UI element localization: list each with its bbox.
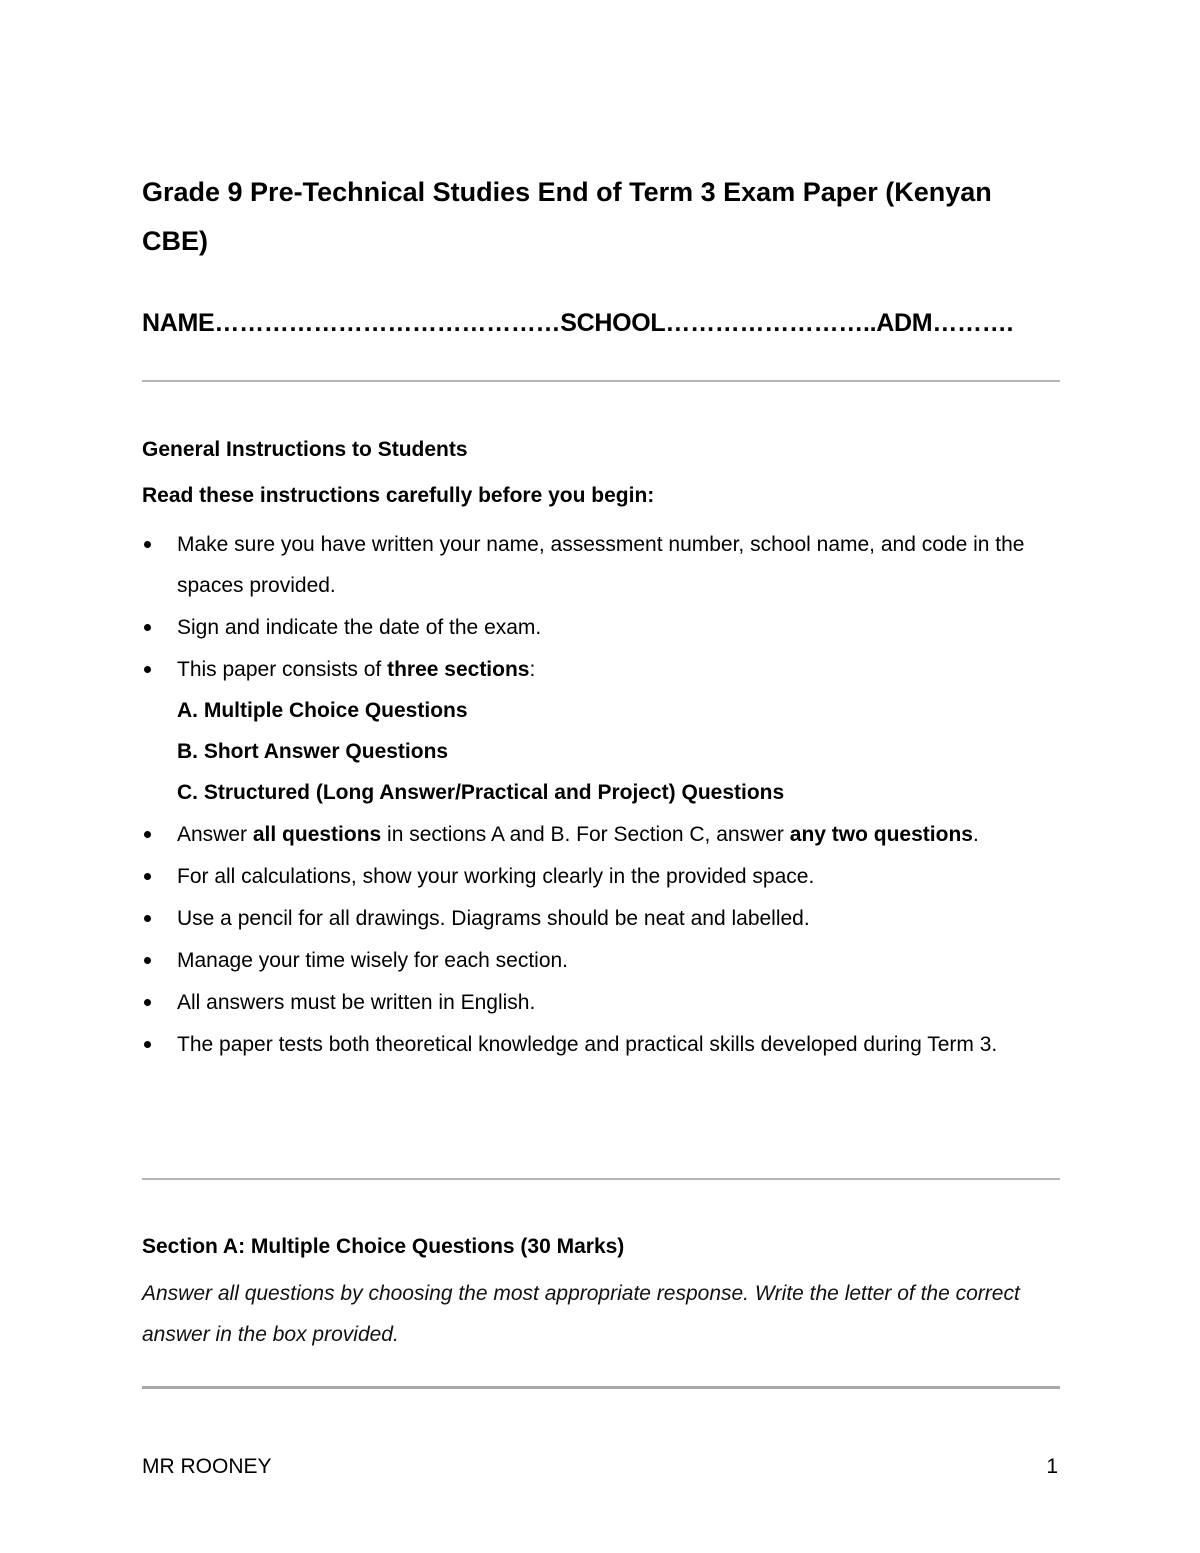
name-label: NAME: [142, 309, 215, 337]
list-item-text: For all calculations, show your working clearly in the provided space.: [177, 865, 815, 888]
list-item: [142, 898, 1060, 939]
list-item-text: The paper tests both theoretical knowledge and practical skills developed during Term 3.: [177, 1033, 998, 1056]
instructions-list: [142, 524, 1060, 1066]
divider: [142, 380, 1060, 382]
list-item-text: Make sure you have written your name, assessment number, school name, and code in the spaces provided.: [177, 533, 1025, 597]
bullet-icon: [144, 873, 151, 880]
list-item-text: Manage your time wisely for each section.: [177, 949, 569, 972]
bold-text: three sections: [387, 658, 530, 681]
list-item-text: [177, 658, 535, 681]
list-item: [142, 1024, 1060, 1065]
list-item-text: [177, 823, 979, 846]
divider: [142, 1178, 1060, 1180]
list-item: [142, 524, 1060, 606]
exam-page: [142, 0, 1060, 1553]
list-item: [142, 940, 1060, 981]
list-item: [142, 607, 1060, 648]
bullet-icon: [144, 915, 151, 922]
page-number: 1: [1046, 1455, 1058, 1478]
text-run: in sections A and B. For Section C, answer: [381, 823, 790, 846]
text-run: :: [529, 658, 536, 681]
bullet-icon: [144, 541, 151, 548]
adm-blank: ……….: [932, 309, 1014, 337]
document-title: Grade 9 Pre-Technical Studies End of Term 3 Exam Paper (Kenyan CBE): [142, 177, 992, 256]
sections-list: [177, 690, 1060, 813]
text-run: This paper consists of: [177, 658, 388, 681]
text-run: Answer: [177, 823, 253, 846]
school-label: SCHOOL: [560, 309, 666, 337]
bullet-icon: [144, 831, 151, 838]
bullet-icon: [144, 666, 151, 673]
list-item-text: Sign and indicate the date of the exam.: [177, 616, 542, 639]
list-item: [142, 649, 1060, 813]
instructions-heading: General Instructions to Students: [142, 438, 468, 461]
list-item-text: Use a pencil for all drawings. Diagrams should be neat and labelled.: [177, 907, 810, 930]
section-c-label: C. Structured (Long Answer/Practical and Project) Questions: [177, 781, 785, 804]
student-details-line: [142, 304, 1013, 342]
section-a-instructions: Answer all questions by choosing the most appropriate response. Write the letter of the correct answer in the box provided.: [142, 1282, 1020, 1346]
bullet-icon: [144, 999, 151, 1006]
bullet-icon: [144, 957, 151, 964]
divider: [142, 1386, 1060, 1389]
footer-author: MR ROONEY: [142, 1455, 272, 1478]
text-run: .: [972, 823, 979, 846]
list-item: [142, 856, 1060, 897]
name-blank: ……………………………………: [214, 309, 561, 337]
bullet-icon: [144, 1041, 151, 1048]
adm-label: ADM: [876, 309, 933, 337]
instructions-subheading: Read these instructions carefully before you begin:: [142, 484, 655, 507]
section-a-label: A. Multiple Choice Questions: [177, 699, 468, 722]
section-a-heading: Section A: Multiple Choice Questions (30 Marks): [142, 1235, 625, 1258]
bold-text: any two questions: [789, 823, 973, 846]
school-blank: ……………………..: [665, 309, 877, 337]
bold-text: all questions: [252, 823, 382, 846]
bullet-icon: [144, 624, 151, 631]
list-item-text: All answers must be written in English.: [177, 991, 536, 1014]
section-b-label: B. Short Answer Questions: [177, 740, 449, 763]
list-item: [142, 982, 1060, 1023]
list-item: [142, 814, 1060, 855]
